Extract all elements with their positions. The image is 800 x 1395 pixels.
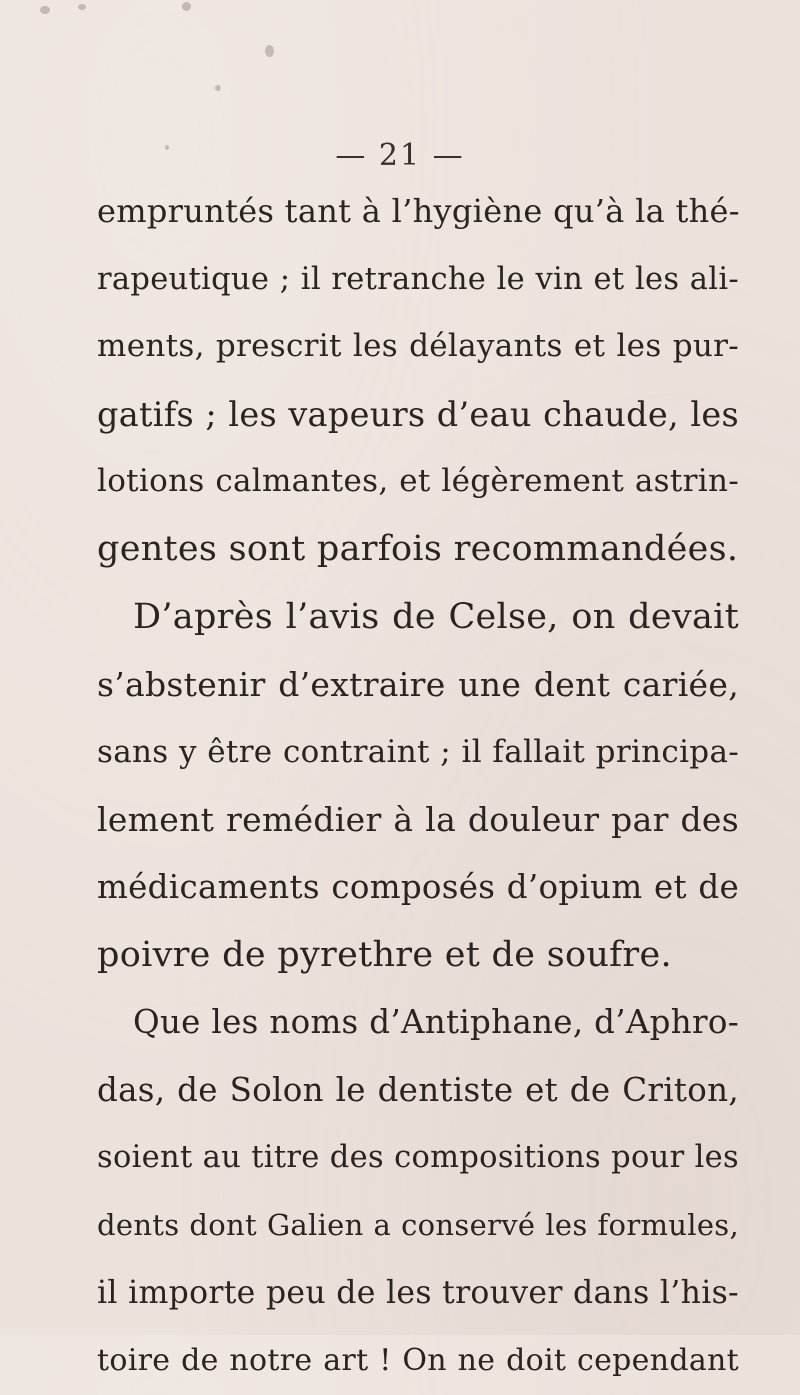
paper-speck — [78, 4, 86, 10]
text-line: sans y être contraint ; il fallait principa- — [97, 733, 739, 770]
paper-speck — [265, 45, 274, 57]
text-line: toire de notre art ! On ne doit cependant — [97, 1343, 739, 1379]
text-line: médicaments composés d’opium et de — [97, 867, 739, 906]
paper-speck — [182, 2, 191, 11]
paragraph-end-line: poivre de pyrethre et de soufre. — [97, 934, 672, 975]
paper-speck — [40, 6, 50, 14]
text-line: soient au titre des compositions pour les — [97, 1140, 739, 1176]
paper-speck — [215, 85, 221, 91]
paragraph-start-line: Que les noms d’Antiphane, d’Aphro- — [133, 1003, 739, 1042]
text-line: dents dont Galien a conservé les formules, — [97, 1207, 739, 1242]
body-text — [97, 178, 739, 1395]
text-line: lement remédier à la douleur par des — [97, 800, 739, 840]
paragraph-start-line: D’après l’avis de Celse, on devait — [133, 596, 739, 637]
text-line: il importe peu de les trouver dans l’his- — [97, 1274, 739, 1311]
text-line: empruntés tant à l’hygiène qu’à la thé- — [97, 192, 740, 230]
text-line: gatifs ; les vapeurs d’eau chaude, les — [97, 394, 739, 434]
text-line: s’abstenir d’extraire une dent cariée, — [97, 665, 739, 705]
text-line: ments, prescrit les délayants et les pur- — [97, 328, 739, 365]
text-line: lotions calmantes, et légèrement astrin- — [97, 463, 739, 500]
text-line: rapeutique ; il retranche le vin et les ali- — [97, 261, 739, 297]
paragraph-end-line: gentes sont parfois recommandées. — [97, 528, 739, 569]
text-line: das, de Solon le dentiste et de Criton, — [97, 1070, 739, 1109]
page-number: — 21 — — [335, 138, 465, 173]
